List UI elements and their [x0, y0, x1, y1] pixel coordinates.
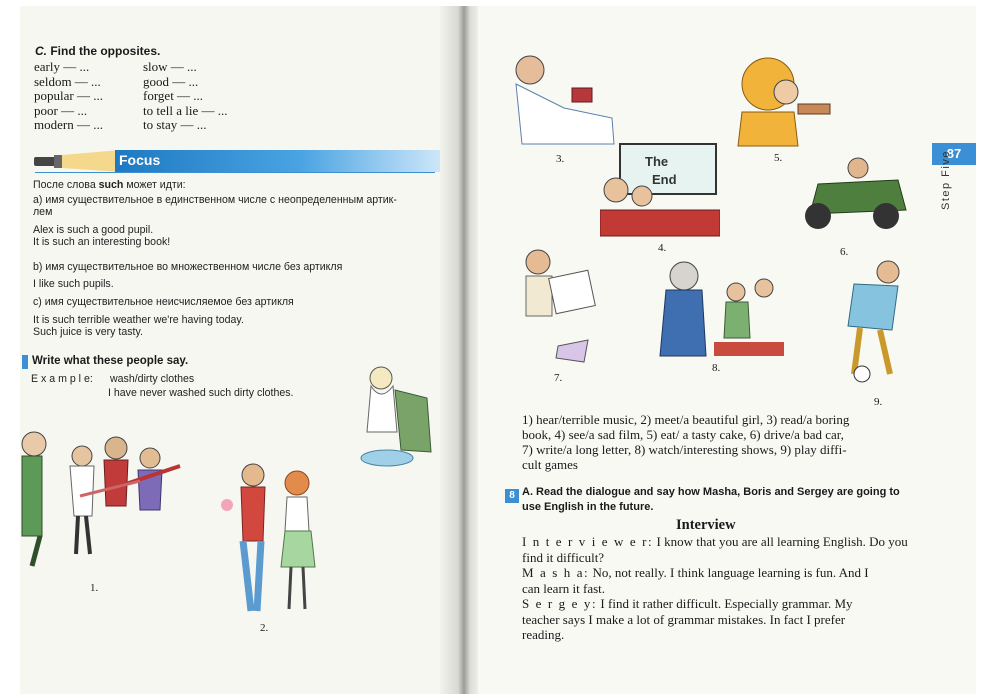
example-label: E x a m p l e:: [31, 373, 93, 385]
boy-writing-letter-illustration: [518, 246, 608, 366]
picture-caption: 5.: [774, 152, 783, 164]
example-answer: I have never washed such dirty clothes.: [108, 387, 294, 399]
couple-watching-sad-film-illustration: [600, 140, 720, 240]
dialogue-line: I n t e r v i e w e r: I know that you are all learning English. Do you: [522, 534, 908, 549]
picture-caption: 6.: [840, 246, 849, 258]
picture-caption: 3.: [556, 153, 565, 165]
people-watching-show-illustration: [654, 258, 784, 358]
opposite-item: good — ...: [143, 73, 199, 89]
prompts-list: [522, 412, 849, 472]
man-driving-bad-car-illustration: [788, 154, 912, 236]
picture-caption: 9.: [874, 396, 883, 408]
dialogue: [522, 534, 908, 643]
focus-label: Focus: [119, 152, 161, 168]
focus-example: It is such terrible weather we're having today.: [33, 314, 244, 326]
rock-band-illustration: [20, 426, 190, 576]
woman-washing-clothes-illustration: [357, 362, 437, 472]
focus-line: а) имя существительное в единственном числе с неопределенным артик-: [33, 194, 397, 206]
left-page: [20, 6, 452, 694]
focus-line: После слова such может идти:: [33, 179, 186, 191]
write-exercise-title: Write what these people say.: [32, 355, 189, 367]
svg-text:End: End: [652, 172, 677, 187]
picture-caption: 4.: [658, 242, 667, 254]
prompt-line: 1) hear/terrible music, 2) meet/a beautiful girl, 3) read/a boring: [522, 412, 850, 427]
example-cue: wash/dirty clothes: [110, 373, 195, 385]
opposite-item: modern — ...: [34, 117, 103, 133]
dialogue-line: teacher says I make a lot of grammar mistakes. In fact I prefer: [522, 611, 846, 627]
dialogue-line: find it difficult?: [522, 549, 605, 565]
picture-caption: 8.: [712, 362, 721, 374]
running-head: Step Five: [940, 150, 952, 210]
book-spine: [440, 6, 480, 694]
focus-divider: [35, 172, 435, 173]
focus-line: c) имя существительное неисчисляемое без артикля: [33, 296, 294, 308]
boy-playing-football-illustration: [834, 256, 918, 386]
focus-banner: [115, 150, 452, 172]
exercise-c-title: C. Find the opposites.: [35, 44, 161, 58]
prompt-line: book, 4) see/a sad film, 5) eat/ a tasty cake, 6) drive/a bad car,: [522, 427, 844, 442]
prompt-line: 7) write/a long letter, 8) watch/interesting shows, 9) play diffi-: [522, 442, 847, 457]
exercise-8-instructions: A. Read the dialogue and say how Masha, Boris and Sergey are going to use English in the future.: [522, 486, 900, 513]
picture-caption: 7.: [554, 372, 563, 384]
picture-caption: 2.: [260, 622, 269, 634]
dialogue-line: M a s h a: No, not really. I think language learning is fun. And I: [522, 565, 869, 580]
picture-caption: 1.: [90, 582, 99, 594]
man-reading-boring-book-illustration: [502, 48, 622, 146]
opposites-column-2: [143, 60, 227, 133]
opposite-item: early — ...: [34, 59, 90, 74]
opposite-item: popular — ...: [34, 88, 103, 104]
dialogue-line: reading.: [522, 627, 565, 642]
flashlight-icon: [32, 150, 122, 172]
exercise-number: 8: [505, 489, 519, 503]
focus-example: Such juice is very tasty.: [33, 326, 143, 338]
svg-text:The: The: [645, 154, 669, 169]
focus-line: b) имя существительное во множественном числе без артикля: [33, 261, 343, 273]
opposite-item: to tell a lie — ...: [143, 102, 228, 118]
boy-meets-girl-illustration: [215, 461, 325, 626]
girl-eating-cake-illustration: [728, 48, 838, 148]
opposite-item: forget — ...: [143, 88, 204, 104]
opposite-item: poor — ...: [34, 102, 88, 118]
opposite-item: slow — ...: [143, 59, 197, 74]
exercise-marker: [22, 355, 28, 369]
opposite-item: to stay — ...: [143, 117, 207, 133]
dialogue-line: S e r g e y: I find it rather difficult. Especially grammar. My: [522, 596, 853, 611]
opposite-item: seldom — ...: [34, 73, 101, 89]
focus-example: Alex is such a good pupil.: [33, 224, 154, 236]
page-number: 87: [932, 143, 976, 165]
right-page: [478, 6, 976, 694]
dialogue-title: Interview: [676, 517, 736, 533]
opposites-column-1: [34, 60, 103, 133]
focus-line: лем: [33, 206, 53, 218]
focus-example: It is such an interesting book!: [33, 236, 171, 248]
prompt-line: cult games: [522, 457, 578, 472]
dialogue-line: can learn it fast.: [522, 580, 606, 596]
focus-example: I like such pupils.: [33, 278, 114, 290]
